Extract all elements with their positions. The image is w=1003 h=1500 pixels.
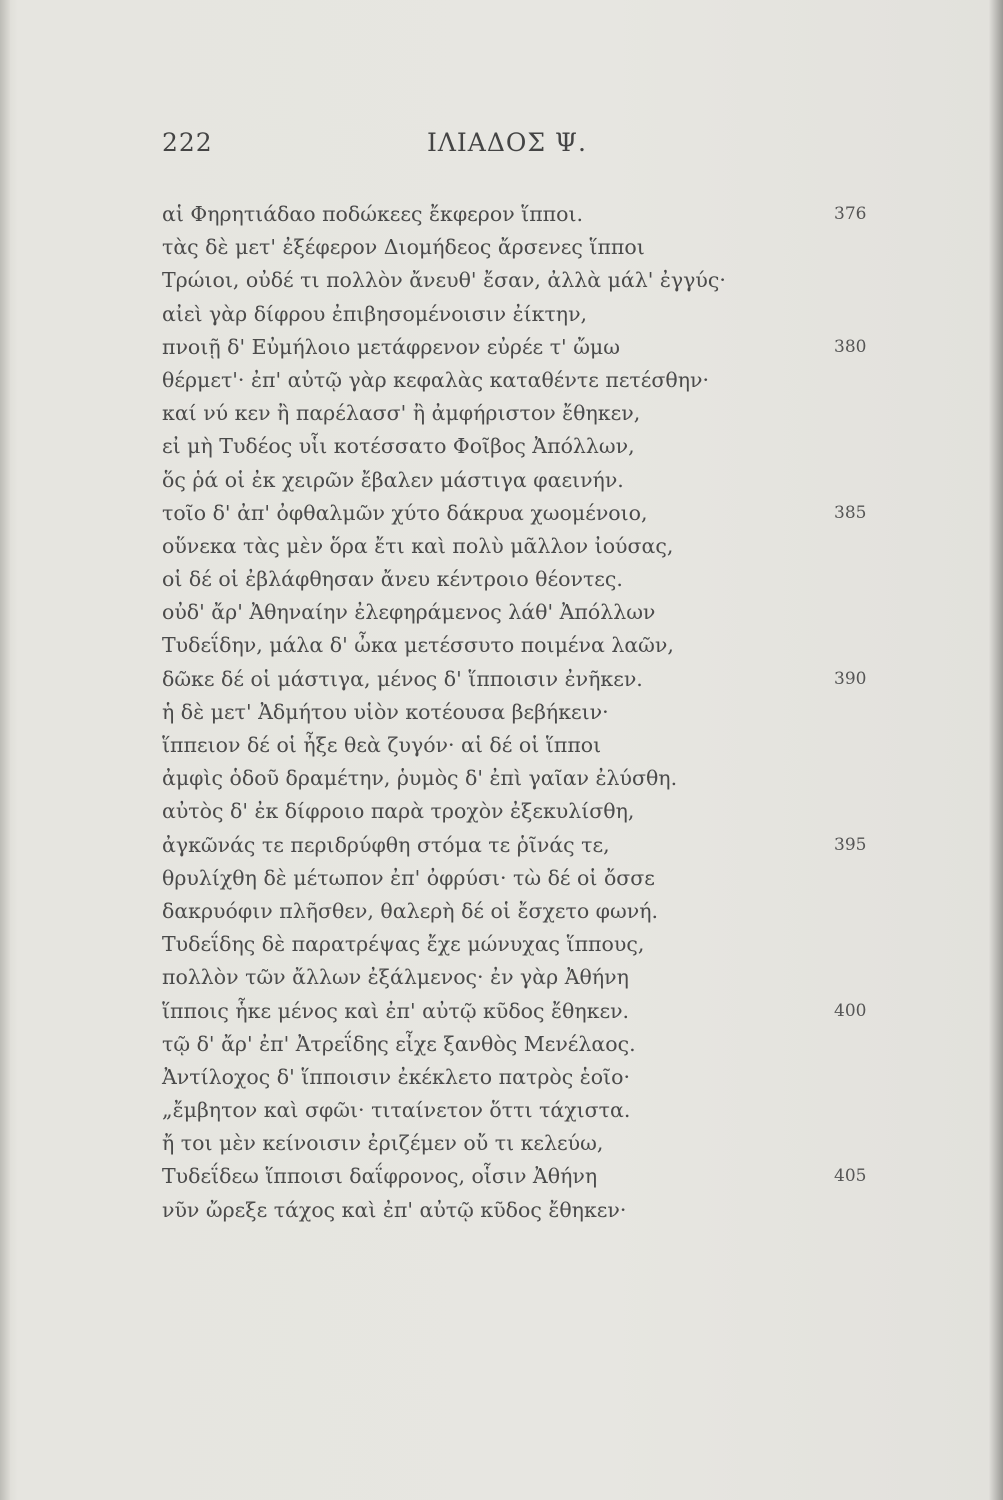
verse-line-text: αὐτὸς δ' ἐκ δίφροιο παρὰ τροχὸν ἐξεκυλίσθη, <box>162 799 635 824</box>
line-number: 400 <box>834 1000 867 1021</box>
verse-line-text: Ἀντίλοχος δ' ἵπποισιν ἐκέκλετο πατρὸς ἑοῖο· <box>162 1064 630 1089</box>
verse-line <box>162 1061 882 1094</box>
verse-line <box>162 364 882 397</box>
verse-line-text: τὰς δὲ μετ' ἐξέφερον Διομήδεος ἄρσενες ἵπποι <box>162 235 645 260</box>
verse-line-text: θέρμετ'· ἐπ' αὐτῷ γὰρ κεφαλὰς καταθέντε πετέσθην· <box>162 367 709 392</box>
verse-line-text: ὅς ῥά οἱ ἐκ χειρῶν ἔβαλεν μάστιγα φαεινήν. <box>162 467 624 492</box>
verse-line <box>162 298 882 331</box>
verse-line-text: οἱ δέ οἱ ἐβλάφθησαν ἄνευ κέντροιο θέοντες. <box>162 567 623 592</box>
verse-line <box>162 264 882 297</box>
line-number: 405 <box>834 1166 867 1187</box>
verse-line <box>162 829 882 862</box>
verse-line-text: οὐδ' ἄρ' Ἀθηναίην ἐλεφηράμενος λάθ' Ἀπόλλων <box>162 600 656 625</box>
verse-line <box>162 430 882 463</box>
verse-line <box>162 663 882 696</box>
verse-line-text: Τυδεΐδεω ἵπποισι δαΐφρονος, οἷσιν Ἀθήνη <box>162 1164 598 1189</box>
verse-line-text: πολλὸν τῶν ἄλλων ἐξάλμενος· ἐν γὰρ Ἀθήνη <box>162 965 629 990</box>
verse-line-text: πνοιῇ δ' Εὐμήλοιο μετάφρενον εὐρέε τ' ὤμω <box>162 334 620 359</box>
verse-line <box>162 1194 882 1227</box>
verse-line <box>162 696 882 729</box>
verse-line <box>162 729 882 762</box>
verse-line <box>162 862 882 895</box>
verse-line-text: εἰ μὴ Τυδέος υἷι κοτέσσατο Φοῖβος Ἀπόλλων, <box>162 434 635 459</box>
verse-line-text: αἱ Φηρητιάδαο ποδώκεες ἔκφερον ἵπποι. <box>162 202 584 226</box>
line-number: 380 <box>834 336 867 357</box>
verse-line-text: τοῖο δ' ἀπ' ὀφθαλμῶν χύτο δάκρυα χωομένοιο, <box>162 500 648 525</box>
verse-line <box>162 1028 882 1061</box>
line-number: 385 <box>834 502 867 523</box>
page-header <box>162 128 622 168</box>
verse-line <box>162 1160 882 1193</box>
verse-line <box>162 1094 882 1127</box>
verse-line <box>162 563 882 596</box>
verse-line <box>162 795 882 828</box>
line-number: 376 <box>834 204 867 224</box>
verse-line <box>162 497 882 530</box>
verse-line-text: Τυδεΐδην, μάλα δ' ὦκα μετέσσυτο ποιμένα λαῶν, <box>162 633 674 658</box>
verse-line <box>162 895 882 928</box>
verse-line-text: ἵπποις ἧκε μένος καὶ ἐπ' αὐτῷ κῦδος ἔθηκεν. <box>162 998 630 1023</box>
verse-line-text: ἀμφὶς ὁδοῦ δραμέτην, ῥυμὸς δ' ἐπὶ γαῖαν ἐλύσθη. <box>162 766 678 791</box>
verse-line <box>162 928 882 961</box>
verse-line-text: Τυδεΐδης δὲ παρατρέψας ἔχε μώνυχας ἵππους, <box>162 932 645 957</box>
verse-line <box>162 629 882 662</box>
verse-line-text: οὕνεκα τὰς μὲν ὅρα ἔτι καὶ πολὺ μᾶλλον ἰούσας, <box>162 533 674 558</box>
verse-text-block <box>162 198 882 1227</box>
verse-line-text: Τρώιοι, οὐδέ τι πολλὸν ἄνευθ' ἔσαν, ἀλλὰ μάλ' ἐγγύς· <box>162 268 726 293</box>
verse-line-text: ἤ τοι μὲν κείνοισιν ἐριζέμεν οὔ τι κελεύω, <box>162 1131 604 1156</box>
verse-line-text: ἀγκῶνάς τε περιδρύφθη στόμα τε ῥῖνάς τε, <box>162 832 610 857</box>
verse-line <box>162 331 882 364</box>
page-right-edge <box>989 0 1003 1500</box>
verse-line-text: καί νύ κεν ἢ παρέλασσ' ἢ ἀμφήριστον ἔθηκεν, <box>162 401 641 426</box>
verse-line-text: αἰεὶ γὰρ δίφρου ἐπιβησομένοισιν ἐίκτην, <box>162 301 588 326</box>
line-number: 390 <box>834 668 867 689</box>
line-number: 395 <box>834 834 867 855</box>
page-number: 222 <box>162 128 213 157</box>
verse-line <box>162 397 882 430</box>
running-title: ΙΛΙΑΔΟΣ Ψ. <box>427 128 587 157</box>
verse-line <box>162 1127 882 1160</box>
verse-line <box>162 995 882 1028</box>
verse-line-text: ἡ δὲ μετ' Ἀδμήτου υἱὸν κοτέουσα βεβήκειν· <box>162 699 609 724</box>
verse-line <box>162 961 882 994</box>
verse-line-text: ἵππειον δέ οἱ ἦξε θεὰ ζυγόν· αἱ δέ οἱ ἵπποι <box>162 733 602 757</box>
verse-line-text: θρυλίχθη δὲ μέτωπον ἐπ' ὀφρύσι· τὼ δέ οἱ ὄσσε <box>162 865 655 890</box>
verse-line <box>162 596 882 629</box>
verse-line <box>162 762 882 795</box>
verse-line <box>162 231 882 264</box>
verse-line-text: „ἔμβητον καὶ σφῶι· τιταίνετον ὅττι τάχιστα. <box>162 1098 631 1123</box>
verse-line-text: δῶκε δέ οἱ μάστιγα, μένος δ' ἵπποισιν ἐνῆκεν. <box>162 666 643 691</box>
verse-line <box>162 464 882 497</box>
page-left-edge <box>0 0 10 1500</box>
verse-line-text: νῦν ὤρεξε τάχος καὶ ἐπ' αὐτῷ κῦδος ἔθηκεν· <box>162 1197 627 1222</box>
verse-line <box>162 530 882 563</box>
verse-line-text: δακρυόφιν πλῆσθεν, θαλερὴ δέ οἱ ἔσχετο φωνή. <box>162 898 659 923</box>
verse-line-text: τῷ δ' ἄρ' ἐπ' Ἀτρεΐδης εἶχε ξανθὸς Μενέλαος. <box>162 1031 636 1056</box>
verse-line <box>162 198 882 231</box>
